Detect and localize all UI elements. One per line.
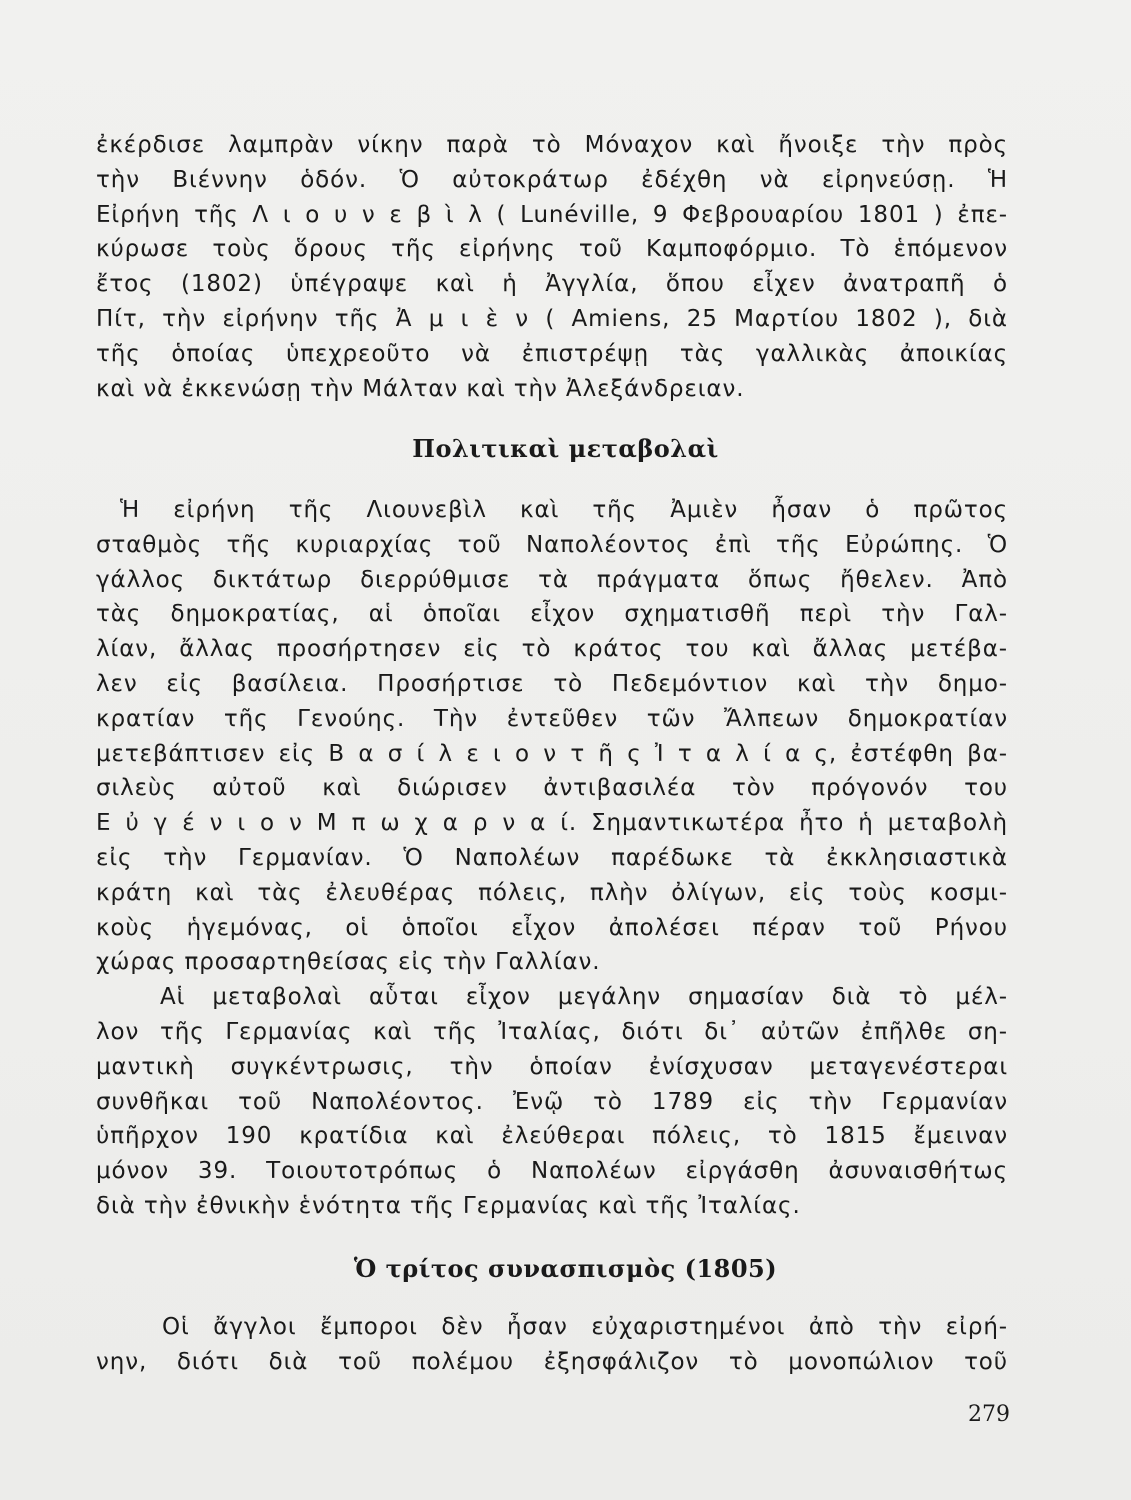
text-line: ἐκέρδισε λαμπρὰν νίκην παρὰ τὸ Μόναχον καὶ ἤνοιξε τὴν πρὸς xyxy=(96,132,1008,158)
text-line: χώρας προσαρτηθείσας εἰς τὴν Γαλλίαν. xyxy=(96,949,601,976)
text-line: λίαν, ἄλλας προσήρτησεν εἰς τὸ κράτος του καὶ ἄλλας μετέβα- xyxy=(96,636,1008,663)
text-line: καὶ νὰ ἐκκενώσῃ τὴν Μάλταν καὶ τὴν Ἀλεξάνδρειαν. xyxy=(96,375,745,402)
text-line: λεν εἰς βασίλεια. Προσήρτισε τὸ Πεδεμόντιον καὶ τὴν δημο- xyxy=(96,670,1008,697)
text-line: κράτη καὶ τὰς ἐλευθέρας πόλεις, πλὴν ὀλίγων, εἰς τοὺς κοσμι- xyxy=(96,879,1008,906)
section-heading-third-coalition: Ὁ τρίτος συνασπισμὸς (1805) xyxy=(353,1254,778,1283)
text-line: Πίτ, τὴν εἰρήνην τῆς Ἀ μ ι ὲ ν ( Amiens, 25 Μαρτίου 1802 ), διὰ xyxy=(96,305,1008,332)
text-line: μετεβάπτισεν εἰς Β α σ ί λ ε ι ο ν τ ῆ ς Ἰ τ α λ ί α ς, ἐστέφθη βα- xyxy=(96,740,1008,767)
page-number: 279 xyxy=(968,1402,1010,1427)
text-line: τὰς δημοκρατίας, αἱ ὁποῖαι εἶχον σχηματισθῆ περὶ τὴν Γαλ- xyxy=(96,601,1008,628)
text-line: Εἰρήνη τῆς Λ ι ο υ ν ε β ὶ λ ( Lunéville, 9 Φεβρουαρίου 1801 ) ἐπε- xyxy=(96,201,1008,228)
text-line: μαντικὴ συγκέντρωσις, τὴν ὁποίαν ἐνίσχυσαν μεταγενέστεραι xyxy=(96,1053,1008,1080)
text-line: Οἱ ἄγγλοι ἔμποροι δὲν ἦσαν εὐχαριστημένοι ἀπὸ τὴν εἰρή- xyxy=(162,1314,1008,1340)
text-line: συνθῆκαι τοῦ Ναπολέοντος. Ἐνῷ τὸ 1789 εἰς τὴν Γερμανίαν xyxy=(96,1088,1008,1115)
text-line: κύρωσε τοὺς ὅρους τῆς εἰρήνης τοῦ Καμποφόρμιο. Τὸ ἑπόμενον xyxy=(96,236,1008,263)
text-line: Ε ὐ γ έ ν ι ο ν Μ π ω χ α ρ ν α ί. Σημαντικωτέρα ἦτο ἡ μεταβολὴ xyxy=(96,810,1008,837)
section-heading-political-changes: Πολιτικαὶ μεταβολαὶ xyxy=(412,434,719,463)
text-line: κοὺς ἡγεμόνας, οἱ ὁποῖοι εἶχον ἀπολέσει πέραν τοῦ Ρήνου xyxy=(96,914,1008,941)
text-line: γάλλος δικτάτωρ διερρύθμισε τὰ πράγματα ὅπως ἤθελεν. Ἀπὸ xyxy=(96,566,1008,593)
text-line: διὰ τὴν ἐθνικὴν ἑνότητα τῆς Γερμανίας καὶ τῆς Ἰταλίας. xyxy=(96,1192,801,1219)
text-line: σιλεὺς αὐτοῦ καὶ διώρισεν ἀντιβασιλέα τὸν πρόγονόν του xyxy=(96,775,1008,802)
text-line: ὑπῆρχον 190 κρατίδια καὶ ἐλεύθεραι πόλεις, τὸ 1815 ἔμειναν xyxy=(96,1123,1008,1150)
text-line: λον τῆς Γερμανίας καὶ τῆς Ἰταλίας, διότι δι᾽ αὐτῶν ἐπῆλθε ση- xyxy=(96,1018,1008,1045)
text-line: ἔτος (1802) ὑπέγραψε καὶ ἡ Ἀγγλία, ὅπου εἶχεν ἀνατραπῆ ὁ xyxy=(96,271,1008,298)
paragraph-political-changes xyxy=(96,493,1008,1224)
text-line: τὴν Βιέννην ὁδόν. Ὁ αὐτοκράτωρ ἐδέχθη νὰ εἰρηνεύσῃ. Ἡ xyxy=(96,166,1008,193)
text-line: Ἡ εἰρήνη τῆς Λιουνεβὶλ καὶ τῆς Ἀμιὲν ἦσαν ὁ πρῶτος xyxy=(120,497,1008,523)
text-line: Αἱ μεταβολαὶ αὗται εἶχον μεγάλην σημασίαν διὰ τὸ μέλ- xyxy=(160,984,1008,1011)
paragraph-treaties xyxy=(96,128,1008,406)
text-line: κρατίαν τῆς Γενούης. Τὴν ἐντεῦθεν τῶν Ἄλπεων δημοκρατίαν xyxy=(96,705,1008,732)
text-line: νην, διότι διὰ τοῦ πολέμου ἐξησφάλιζον τὸ μονοπώλιον τοῦ xyxy=(96,1348,1008,1375)
paragraph-third-coalition xyxy=(96,1310,1008,1380)
text-line: τῆς ὁποίας ὑπεχρεοῦτο νὰ ἐπιστρέψῃ τὰς γαλλικὰς ἀποικίας xyxy=(96,340,1008,367)
text-line: μόνον 39. Τοιουτοτρόπως ὁ Ναπολέων εἰργάσθη ἀσυναισθήτως xyxy=(96,1158,1008,1185)
text-line: σταθμὸς τῆς κυριαρχίας τοῦ Ναπολέοντος ἐπὶ τῆς Εὐρώπης. Ὁ xyxy=(96,531,1008,558)
text-line: εἰς τὴν Γερμανίαν. Ὁ Ναπολέων παρέδωκε τὰ ἐκκλησιαστικὰ xyxy=(96,844,1008,871)
